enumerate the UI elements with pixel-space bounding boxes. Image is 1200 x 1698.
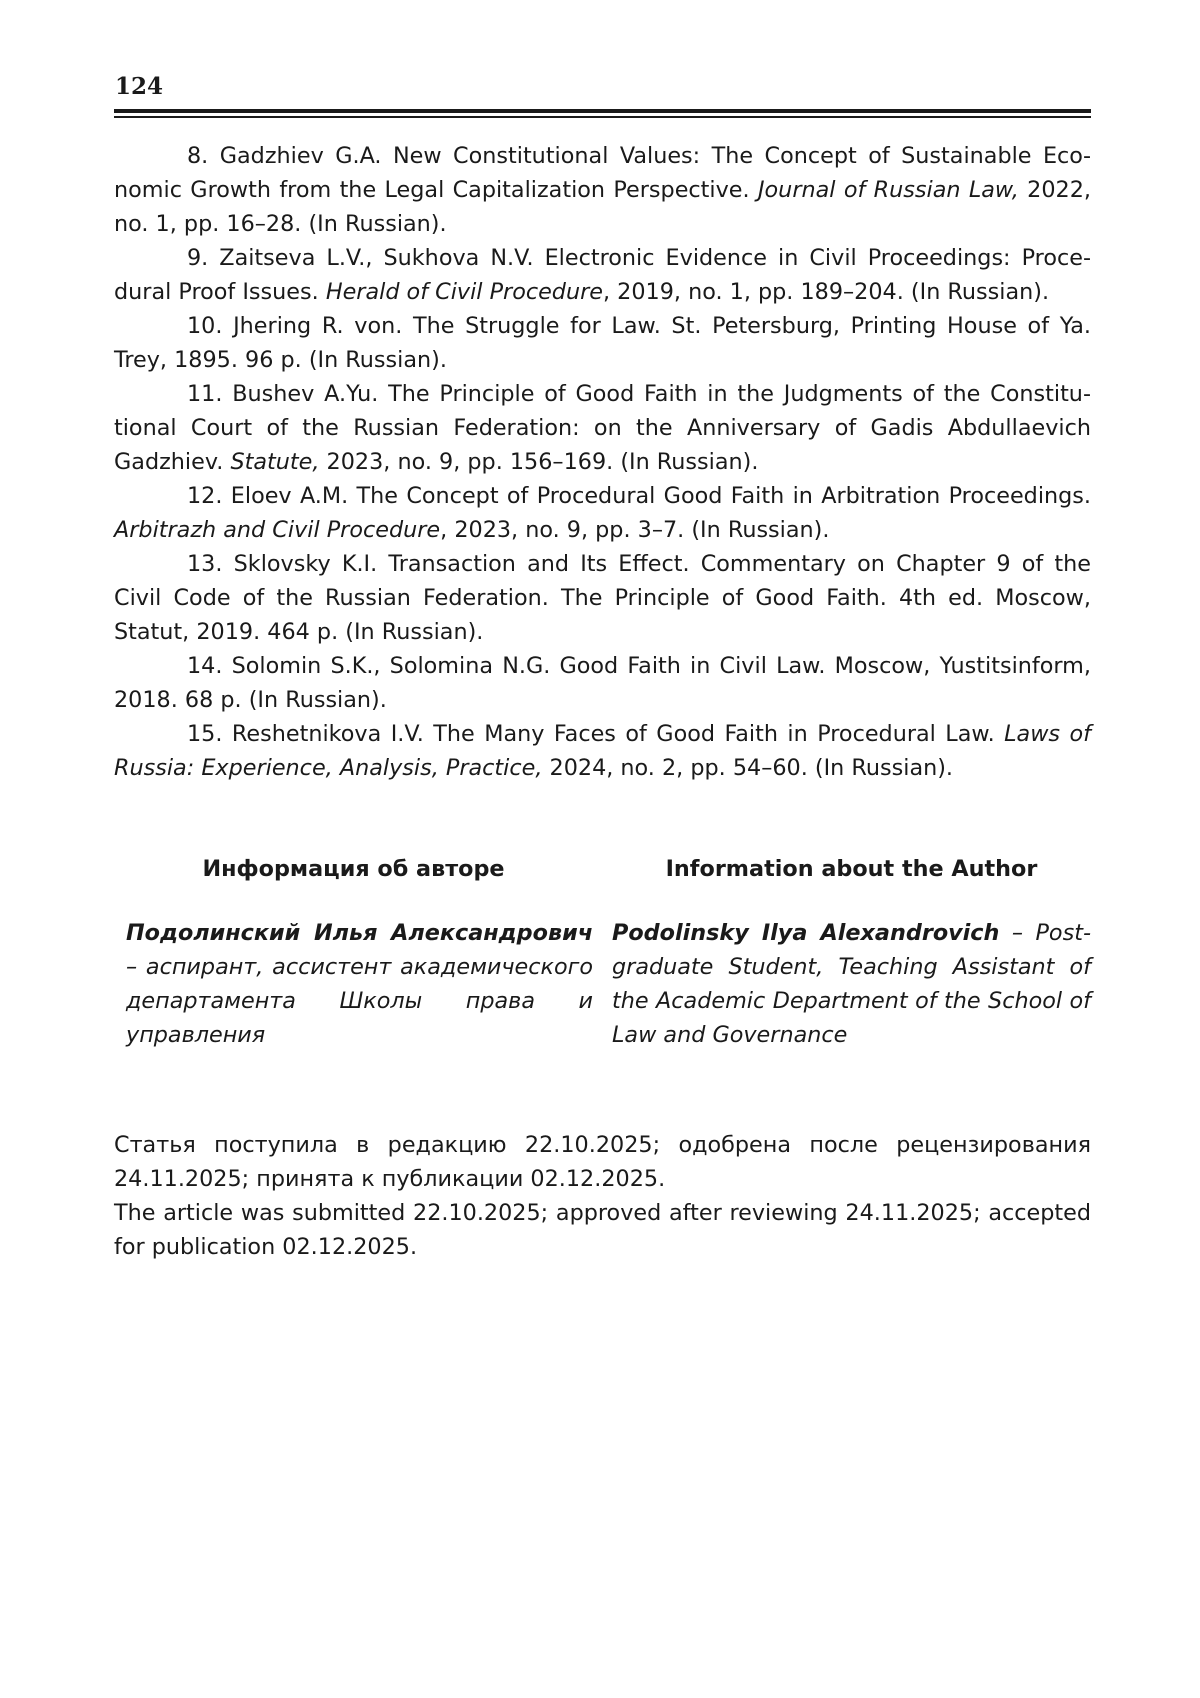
author-heading-en: Information about the Author [665, 856, 1038, 882]
reference-item: 13. Sklovsky K.I. Transaction and Its Effect. Commentary on Chapter 9 of the Civil Code of the Russian Federation. The Principle of Good Faith. 4th ed. Moscow, Statut, 2019. 464 p. (In Russian). [114, 551, 1091, 645]
author-name-en: Podolinsky Ilya Alexandrovich [612, 920, 1000, 946]
author-info-en [612, 852, 1091, 1052]
reference-list [114, 139, 1091, 785]
reference-item: 9. Zaitseva L.V., Sukhova N.V. Electronic Evidence in Civil Proceedings: Procedural Proof Issues. Herald of Civil Procedure, 2019, no. 1, pp. 189–204. (In Russian). [114, 245, 1091, 305]
page-number: 124 [115, 73, 164, 100]
reference-item: 14. Solomin S.K., Solomina N.G. Good Faith in Civil Law. Moscow, Yustitsinform, 2018. 68 p. (In Russian). [114, 653, 1091, 713]
author-info-section [114, 852, 1091, 1052]
author-bio-ru [126, 916, 593, 1052]
author-description-ru: – аспирант, ассистент академического департамента Школы права и управления [126, 954, 593, 1048]
header-rule-thick [114, 109, 1091, 113]
reference-item: 10. Jhering R. von. The Struggle for Law. St. Petersburg, Printing House of Ya. Trey, 1895. 96 p. (In Russian). [114, 313, 1091, 373]
header-rule-thin [114, 116, 1091, 118]
author-info-ru [114, 852, 593, 1052]
article-dates-en: The article was submitted 22.10.2025; approved after reviewing 24.11.2025; accepted for publication 02.12.2025. [114, 1200, 1091, 1260]
article-dates [114, 1128, 1091, 1264]
author-heading-ru: Информация об авторе [202, 856, 505, 882]
author-description-en: – Postgraduate Student, Teaching Assistant of the Academic Department of the School of Law and Governance [612, 920, 1091, 1048]
author-name-ru: Подолинский Илья Александрович [126, 920, 593, 946]
author-bio-en [612, 916, 1091, 1052]
reference-item: 12. Eloev A.M. The Concept of Procedural Good Faith in Arbitration Proceedings. Arbitrazh and Civil Procedure, 2023, no. 9, pp. 3–7. (In Russian). [114, 483, 1091, 543]
article-dates-ru: Статья поступила в редакцию 22.10.2025; одобрена после рецензирования 24.11.2025; принята к публикации 02.12.2025. [114, 1132, 1091, 1192]
reference-item: 11. Bushev A.Yu. The Principle of Good Faith in the Judgments of the Constitutional Court of the Russian Federation: on the Anniversary of Gadis Abdullaevich Gadzhiev. Statute, 2023, no. 9, pp. 156–169. (In Russian). [114, 381, 1091, 475]
reference-item: 15. Reshetnikova I.V. The Many Faces of Good Faith in Procedural Law. Laws of Russia: Experience, Analysis, Practice, 2024, no. 2, pp. 54–60. (In Russian). [114, 721, 1091, 781]
reference-item: 8. Gadzhiev G.A. New Constitutional Values: The Concept of Sustainable Economic Growth from the Legal Capitalization Perspective. Journal of Russian Law, 2022, no. 1, pp. 16–28. (In Russian). [114, 143, 1092, 237]
